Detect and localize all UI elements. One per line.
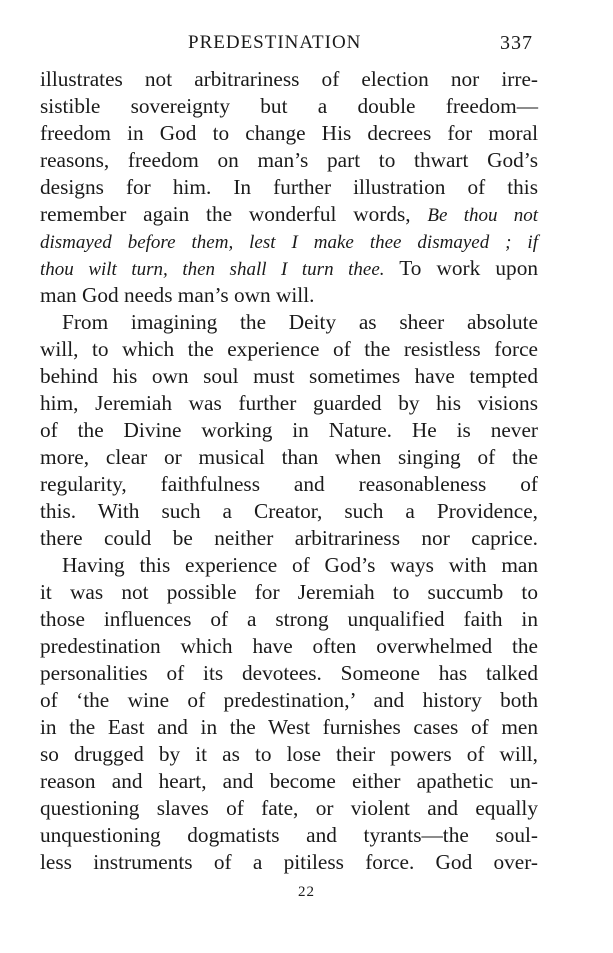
text-segment: illustrates not arbitrariness of election nor irre-: [40, 67, 538, 91]
text-segment: there could be neither arbitrariness nor caprice.: [40, 526, 538, 550]
text-line: [40, 417, 538, 444]
text-segment: will, to which the experience of the resistless force: [40, 337, 538, 361]
text-segment: regularity, faithfulness and reasonableness of: [40, 472, 538, 496]
text-line: [40, 228, 538, 255]
text-segment: designs for him. In further illustration of this: [40, 175, 538, 199]
text-line: [40, 822, 538, 849]
text-segment: From imagining the Deity as sheer absolute: [62, 310, 538, 334]
text-line: [40, 606, 538, 633]
text-line: [40, 390, 538, 417]
text-line: [40, 498, 538, 525]
text-segment: freedom in God to change His decrees for moral: [40, 121, 538, 145]
text-segment: those influences of a strong unqualified faith in: [40, 607, 538, 631]
text-line: [40, 201, 538, 228]
text-line: [40, 768, 538, 795]
text-segment: reason and heart, and become either apathetic un-: [40, 769, 538, 793]
text-line: [40, 849, 538, 876]
text-line: [40, 147, 538, 174]
text-line: [40, 174, 538, 201]
text-segment: reasons, freedom on man’s part to thwart God’s: [40, 148, 538, 172]
signature-mark: 22: [298, 884, 315, 900]
text-segment: less instruments of a pitiless force. God over-: [40, 850, 538, 874]
text-line: [40, 660, 538, 687]
text-line: [40, 255, 538, 282]
text-line: [40, 120, 538, 147]
text-line: [40, 714, 538, 741]
italic-quote: thou wilt turn, then shall I turn thee.: [40, 259, 385, 280]
text-segment: Having this experience of God’s ways with man: [62, 553, 538, 577]
text-segment: of ‘the wine of predestination,’ and history both: [40, 688, 538, 712]
text-segment: remember again the wonderful words,: [40, 202, 428, 226]
text-segment: personalities of its devotees. Someone has talked: [40, 661, 538, 685]
text-line: [40, 444, 538, 471]
text-line: [40, 336, 538, 363]
text-segment: more, clear or musical than when singing of the: [40, 445, 538, 469]
text-line: [40, 309, 538, 336]
text-segment: unquestioning dogmatists and tyrants—the soul-: [40, 823, 538, 847]
text-line: [40, 282, 538, 309]
text-segment: so drugged by it as to lose their powers of will,: [40, 742, 538, 766]
text-line: [40, 93, 538, 120]
text-segment: it was not possible for Jeremiah to succumb to: [40, 580, 538, 604]
text-line: [40, 633, 538, 660]
text-segment: this. With such a Creator, such a Providence,: [40, 499, 538, 523]
text-line: [40, 552, 538, 579]
text-segment: To work upon: [384, 256, 538, 280]
text-segment: behind his own soul must sometimes have tempted: [40, 364, 538, 388]
text-line: [40, 66, 538, 93]
italic-quote: dismayed before them, lest I make thee dismayed ; if: [40, 232, 538, 253]
text-segment: him, Jeremiah was further guarded by his visions: [40, 391, 538, 415]
text-line: [40, 525, 538, 552]
text-line: [40, 579, 538, 606]
text-segment: in the East and in the West furnishes cases of men: [40, 715, 538, 739]
text-segment: sistible sovereignty but a double freedom—: [40, 94, 538, 118]
text-segment: predestination which have often overwhelmed the: [40, 634, 538, 658]
text-line: [40, 741, 538, 768]
text-segment: of the Divine working in Nature. He is never: [40, 418, 538, 442]
text-segment: man God needs man’s own will.: [40, 283, 315, 307]
text-line: [40, 795, 538, 822]
running-title: PREDESTINATION: [188, 32, 362, 53]
text-segment: questioning slaves of fate, or violent and equally: [40, 796, 538, 820]
text-line: [40, 687, 538, 714]
text-line: [40, 363, 538, 390]
italic-quote: Be thou not: [427, 205, 538, 226]
text-line: [40, 471, 538, 498]
body-text: [40, 66, 538, 876]
page-number: 337: [500, 32, 533, 54]
running-header: [0, 30, 613, 60]
